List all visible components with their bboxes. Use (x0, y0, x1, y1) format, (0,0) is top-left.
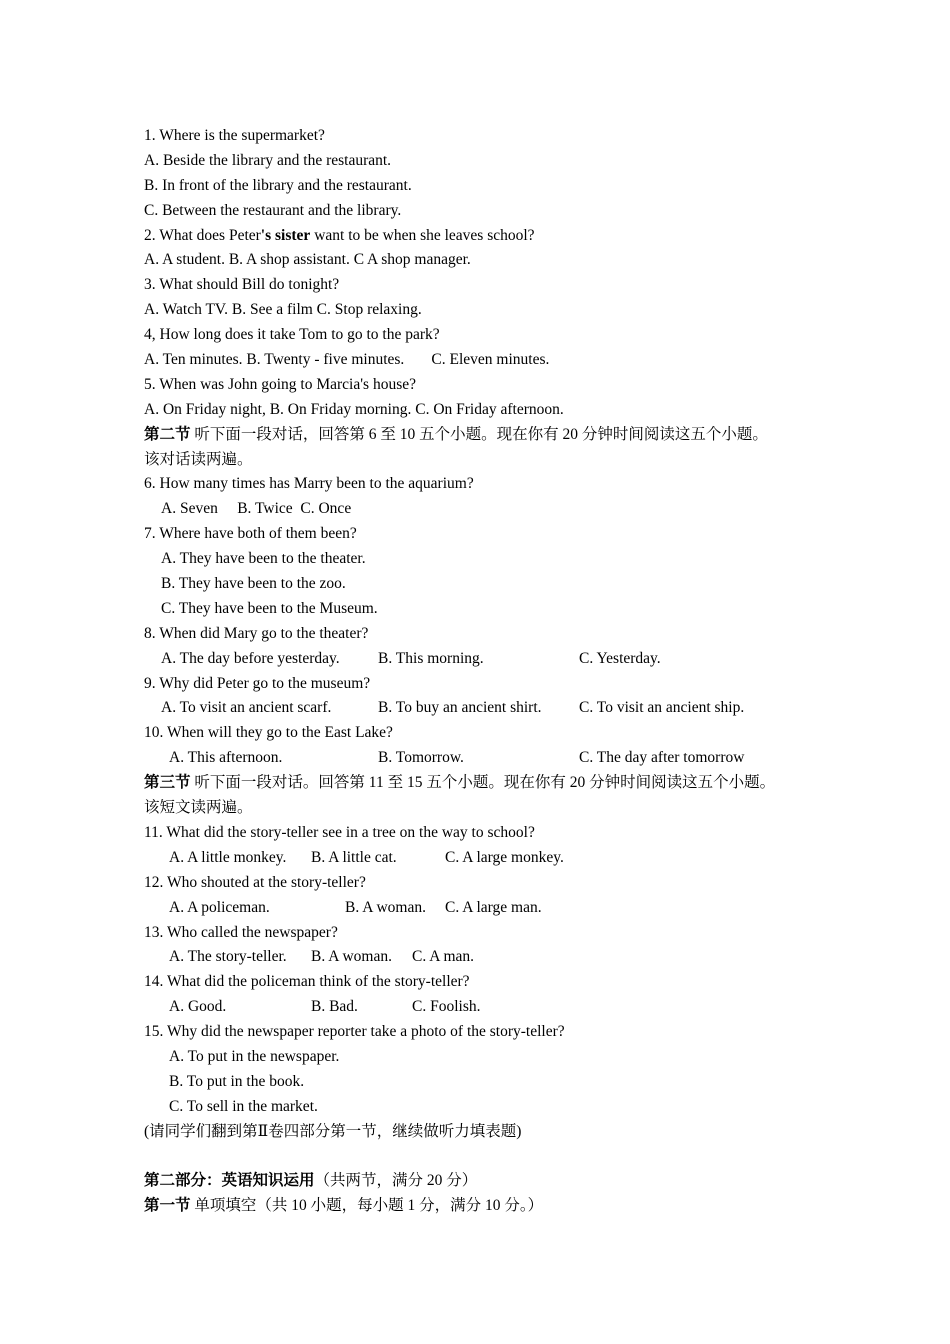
section-2-label: 第二节 (144, 425, 191, 443)
q4-options: A. Ten minutes. B. Twenty - five minutes. C. Eleven minutes. (144, 351, 550, 369)
q14-option-b: B. Bad. (311, 998, 358, 1016)
q14-options (144, 995, 824, 1020)
q13-options (144, 945, 824, 970)
part-2-title: 第二部分：英语知识运用 (144, 1172, 315, 1190)
part-2-section-1-label: 第一节 (144, 1197, 191, 1215)
q15-option-b: B. To put in the book. (169, 1072, 305, 1090)
q14-option-c: C. Foolish. (412, 998, 481, 1016)
q12-option-b: B. A woman. (345, 898, 426, 916)
question-4: 4, How long does it take Tom to go to the park? (144, 326, 440, 344)
question-9: 9. Why did Peter go to the museum? (144, 674, 371, 692)
q10-options (144, 746, 824, 771)
q10-option-b: B. Tomorrow. (378, 749, 464, 767)
q10-option-c: C. The day after tomorrow (579, 749, 745, 767)
q13-option-c: C. A man. (412, 948, 475, 966)
q7-option-b: B. They have been to the zoo. (161, 575, 346, 593)
q8-option-a: A. The day before yesterday. (161, 649, 340, 667)
q7-option-c: C. They have been to the Museum. (161, 599, 378, 617)
section-3-instructions-cont: 该短文读两遍。 (144, 799, 253, 817)
q9-option-b: B. To buy an ancient shirt. (378, 699, 542, 717)
q3-options: A. Watch TV. B. See a film C. Stop relaxing. (144, 301, 422, 319)
question-13: 13. Who called the newspaper? (144, 923, 338, 941)
question-14: 14. What did the policeman think of the story-teller? (144, 973, 470, 991)
q14-option-a: A. Good. (169, 998, 227, 1016)
part-2-heading (144, 1169, 824, 1194)
section-2-instructions (144, 423, 824, 448)
q1-option-b: B. In front of the library and the restaurant. (144, 176, 412, 194)
section-3-label: 第三节 (144, 774, 191, 792)
question-5: 5. When was John going to Marcia's house? (144, 375, 416, 393)
part-2-section-1 (144, 1194, 824, 1219)
question-11: 11. What did the story-teller see in a tree on the way to school? (144, 823, 535, 841)
part-2-section-1-instr: 单项填空（共 10 小题，每小题 1 分，满分 10 分。） (190, 1197, 544, 1215)
question-1: 1. Where is the supermarket? (144, 127, 325, 144)
q15-option-c: C. To sell in the market. (169, 1097, 318, 1115)
question-12: 12. Who shouted at the story-teller? (144, 873, 366, 891)
q9-options (144, 696, 824, 721)
q11-options (144, 846, 824, 871)
q9-option-c: C. To visit an ancient ship. (579, 699, 745, 717)
q12-options (144, 896, 824, 921)
q11-option-c: C. A large monkey. (445, 848, 564, 866)
q11-option-a: A. A little monkey. (169, 848, 287, 866)
section-2-instructions-cont: 该对话读两遍。 (144, 450, 253, 468)
exam-page (144, 124, 824, 1219)
q6-options: A. Seven B. Twice C. Once (161, 500, 352, 518)
q9-option-a: A. To visit an ancient scarf. (161, 699, 332, 717)
q1-option-a: A. Beside the library and the restaurant. (144, 151, 392, 169)
q2-text-end: want to be when she leaves school? (310, 226, 535, 244)
section-3-instr-text: 听下面一段对话。回答第 11 至 15 五个小题。现在你有 20 分钟时间阅读这五个小题。 (190, 774, 776, 792)
question-6: 6. How many times has Marry been to the aquarium? (144, 475, 474, 493)
listening-note: (请同学们翻到第Ⅱ卷四部分第一节，继续做听力填表题) (144, 1122, 522, 1140)
question-2 (144, 224, 824, 249)
question-8: 8. When did Mary go to the theater? (144, 624, 369, 642)
q15-option-a: A. To put in the newspaper. (169, 1047, 340, 1065)
q8-option-b: B. This morning. (378, 649, 484, 667)
q2-text-bold: 's sister (260, 226, 311, 244)
part-2-title-note: （共两节，满分 20 分） (314, 1172, 478, 1190)
section-2-instr-text: 听下面一段对话，回答第 6 至 10 五个小题。现在你有 20 分钟时间阅读这五个小题。 (190, 425, 768, 443)
q13-option-b: B. A woman. (311, 948, 392, 966)
q12-option-c: C. A large man. (445, 898, 542, 916)
q13-option-a: A. The story-teller. (169, 948, 287, 966)
section-3-instructions (144, 771, 824, 796)
q7-option-a: A. They have been to the theater. (161, 550, 366, 568)
q1-option-c: C. Between the restaurant and the library. (144, 201, 402, 219)
question-7: 7. Where have both of them been? (144, 525, 357, 543)
question-10: 10. When will they go to the East Lake? (144, 724, 393, 742)
q8-options (144, 647, 824, 672)
q2-options: A. A student. B. A shop assistant. C A shop manager. (144, 251, 471, 269)
q11-option-b: B. A little cat. (311, 848, 397, 866)
q8-option-c: C. Yesterday. (579, 649, 661, 667)
spacer (144, 1145, 824, 1170)
q5-options: A. On Friday night, B. On Friday morning. C. On Friday afternoon. (144, 400, 564, 418)
q12-option-a: A. A policeman. (169, 898, 270, 916)
question-3: 3. What should Bill do tonight? (144, 276, 340, 294)
question-15: 15. Why did the newspaper reporter take a photo of the story-teller? (144, 1023, 565, 1041)
q2-text-start: 2. What does Peter (144, 226, 261, 244)
q10-option-a: A. This afternoon. (169, 749, 283, 767)
